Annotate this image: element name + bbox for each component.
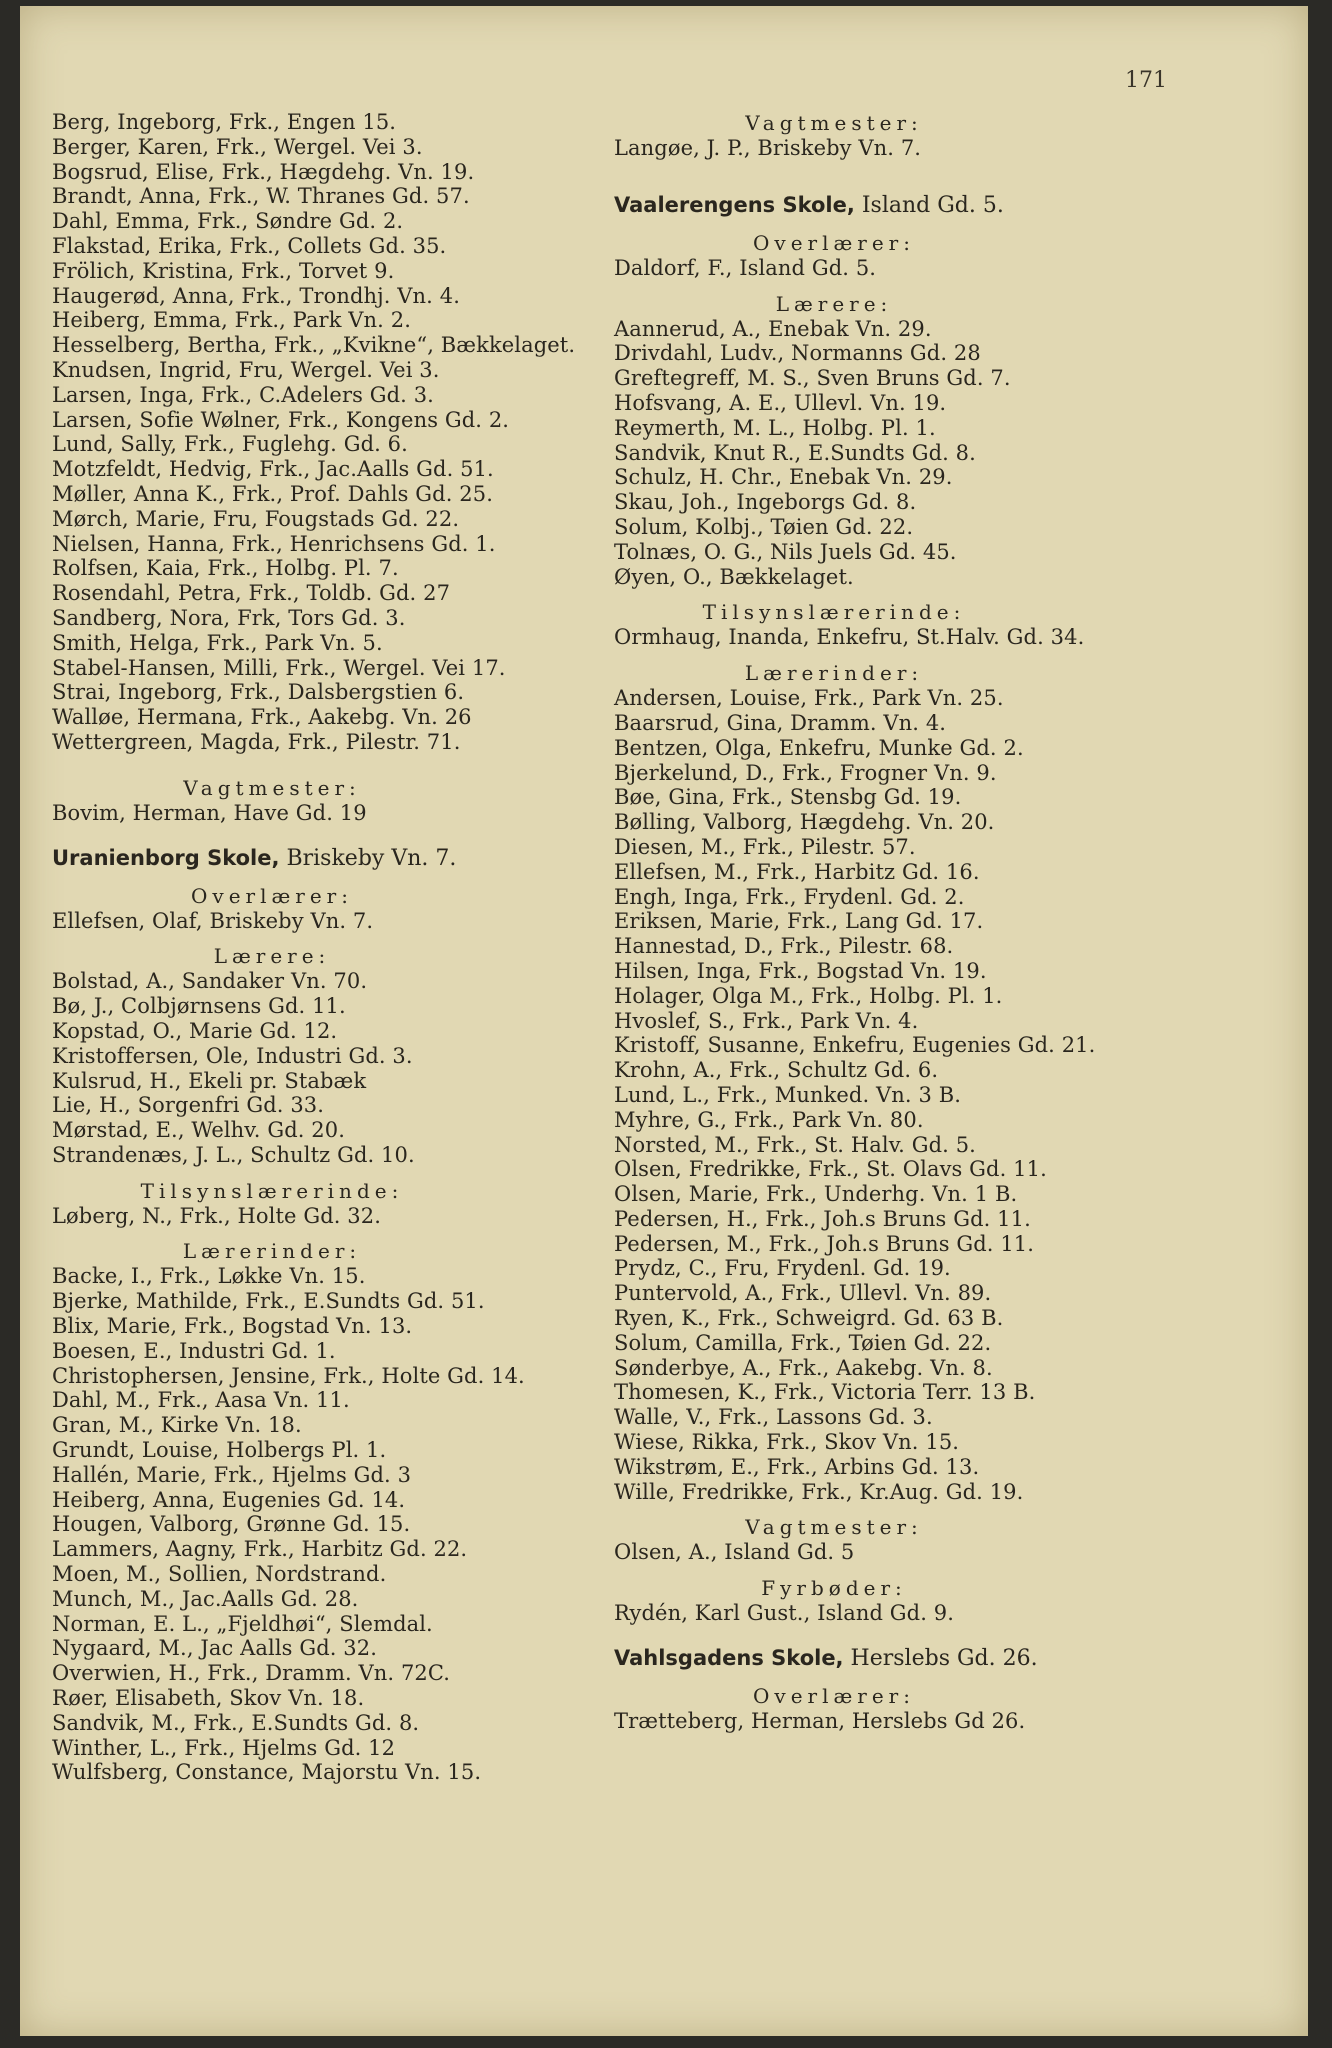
page: [20, 6, 1308, 2036]
page-number: 171: [1125, 68, 1167, 93]
directory-entry: Strai, Ingeborg, Frk., Dalsbergstien 6.: [52, 680, 465, 705]
tilsyn-heading: Tilsynslærerinde:: [702, 600, 966, 625]
directory-entry: Tolnæs, O. G., Nils Juels Gd. 45.: [614, 539, 957, 564]
directory-entry: Rolfsen, Kaia, Frk., Holbg. Pl. 7.: [52, 556, 399, 581]
tilsyn-entry: Løberg, N., Frk., Holte Gd. 32.: [52, 1203, 381, 1228]
school-name: Vahlsgadens Skole,: [614, 1646, 844, 1671]
directory-entry: Heiberg, Emma, Frk., Park Vn. 2.: [52, 308, 411, 333]
directory-entry: Lund, L., Frk., Munked. Vn. 3 B.: [614, 1082, 962, 1107]
directory-entry: Solum, Kolbj., Tøien Gd. 22.: [614, 514, 914, 539]
overlaerer-heading: Overlærer:: [753, 230, 915, 255]
directory-entry: Overwien, H., Frk., Dramm. Vn. 72C.: [52, 1661, 451, 1686]
directory-entry: Christophersen, Jensine, Frk., Holte Gd. 14.: [52, 1363, 525, 1388]
directory-entry: Hallén, Marie, Frk., Hjelms Gd. 3: [52, 1462, 412, 1487]
directory-entry: Engh, Inga, Frk., Frydenl. Gd. 2.: [614, 884, 965, 909]
directory-entry: Lund, Sally, Frk., Fuglehg. Gd. 6.: [52, 432, 408, 457]
directory-entry: Prydz, C., Fru, Frydenl. Gd. 19.: [614, 1256, 951, 1281]
overlaerer-entry: Ellefsen, Olaf, Briskeby Vn. 7.: [52, 908, 374, 933]
directory-entry: Knudsen, Ingrid, Fru, Wergel. Vei 3.: [52, 357, 440, 382]
directory-entry: Blix, Marie, Frk., Bogstad Vn. 13.: [52, 1314, 413, 1339]
directory-entry: Røer, Elisabeth, Skov Vn. 18.: [52, 1686, 365, 1711]
directory-entry: Bølling, Valborg, Hægdehg. Vn. 20.: [614, 810, 995, 835]
directory-entry: Aannerud, A., Enebak Vn. 29.: [614, 316, 932, 341]
directory-entry: Boesen, E., Industri Gd. 1.: [52, 1338, 336, 1363]
directory-entry: Hvoslef, S., Frk., Park Vn. 4.: [614, 1008, 919, 1033]
directory-entry: Larsen, Inga, Frk., C.Adelers Gd. 3.: [52, 382, 434, 407]
vagtmester-entry: Langøe, J. P., Briskeby Vn. 7.: [614, 136, 922, 160]
school-heading-vaalerengen: [614, 191, 1174, 220]
directory-entry: Bøe, Gina, Frk., Stensbg Gd. 19.: [614, 785, 962, 810]
vagtmester-heading: Vagtmester:: [745, 1515, 923, 1540]
school-address: Island Gd. 5.: [861, 192, 1004, 218]
directory-entry: Holager, Olga M., Frk., Holbg. Pl. 1.: [614, 983, 1003, 1008]
school-name: Vaalerengens Skole,: [614, 192, 855, 217]
overlaerer-entry: Daldorf, F., Island Gd. 5.: [614, 255, 877, 280]
directory-entry: Rosendahl, Petra, Frk., Toldb. Gd. 27: [52, 581, 451, 606]
directory-entry: Kristoffersen, Ole, Industri Gd. 3.: [52, 1043, 413, 1068]
overlaerer-heading: Overlærer:: [191, 883, 353, 908]
directory-entry: Dahl, Emma, Frk., Søndre Gd. 2.: [52, 209, 404, 234]
directory-entry: Nygaard, M., Jac Aalls Gd. 32.: [52, 1636, 377, 1661]
directory-entry: Hilsen, Inga, Frk., Bogstad Vn. 19.: [614, 958, 987, 983]
school-name: Uranienborg Skole,: [52, 845, 280, 870]
directory-entry: Bolstad, A., Sandaker Vn. 70.: [52, 969, 368, 994]
directory-entry: Wiese, Rikka, Frk., Skov Vn. 15.: [614, 1430, 960, 1455]
laerere-heading: Lærere:: [213, 944, 331, 969]
vagtmester-heading: Vagtmester:: [183, 775, 361, 800]
directory-entry: Wikstrøm, E., Frk., Arbins Gd. 13.: [614, 1454, 980, 1479]
directory-entry: Kulsrud, H., Ekeli pr. Stabæk: [52, 1068, 367, 1093]
directory-entry: Hofsvang, A. E., Ullevl. Vn. 19.: [614, 390, 947, 415]
directory-entry: Diesen, M., Frk., Pilestr. 57.: [614, 834, 916, 859]
directory-entry: Berg, Ingeborg, Frk., Engen 15.: [52, 110, 397, 134]
directory-entry: Munch, M., Jac.Aalls Gd. 28.: [52, 1586, 359, 1611]
directory-entry: Kopstad, O., Marie Gd. 12.: [52, 1018, 338, 1043]
directory-entry: Drivdahl, Ludv., Normanns Gd. 28: [614, 341, 981, 366]
directory-entry: Hougen, Valborg, Grønne Gd. 15.: [52, 1512, 411, 1537]
directory-entry: Eriksen, Marie, Frk., Lang Gd. 17.: [614, 909, 984, 934]
directory-entry: Wille, Fredrikke, Frk., Kr.Aug. Gd. 19.: [614, 1479, 1024, 1504]
directory-entry: Bø, J., Colbjørnsens Gd. 11.: [52, 994, 346, 1019]
directory-entry: Mørstad, E., Welhv. Gd. 20.: [52, 1118, 345, 1143]
directory-entry: Skau, Joh., Ingeborgs Gd. 8.: [614, 490, 917, 515]
directory-entry: Lammers, Aagny, Frk., Harbitz Gd. 22.: [52, 1537, 468, 1562]
directory-entry: Sandvik, M., Frk., E.Sundts Gd. 8.: [52, 1710, 420, 1735]
directory-entry: Winther, L., Frk., Hjelms Gd. 12: [52, 1735, 396, 1760]
directory-entry: Motzfeldt, Hedvig, Frk., Jac.Aalls Gd. 51.: [52, 457, 494, 482]
directory-entry: Bogsrud, Elise, Frk., Hægdehg. Vn. 19.: [52, 159, 475, 184]
laerere-list: [52, 969, 612, 1167]
laererinder-list: [614, 686, 1174, 1504]
directory-entry: Ryen, K., Frk., Schweigrd. Gd. 63 B.: [614, 1306, 1004, 1331]
directory-entry: Myhre, G., Frk., Park Vn. 80.: [614, 1107, 924, 1132]
directory-entry: Olsen, Marie, Frk., Underhg. Vn. 1 B.: [614, 1182, 1018, 1207]
directory-entry: Møller, Anna K., Frk., Prof. Dahls Gd. 25.: [52, 481, 493, 506]
directory-entry: Walle, V., Frk., Lassons Gd. 3.: [614, 1405, 933, 1430]
directory-entry: Mørch, Marie, Fru, Fougstads Gd. 22.: [52, 506, 460, 531]
directory-entry: Pedersen, M., Frk., Joh.s Bruns Gd. 11.: [614, 1231, 1035, 1256]
directory-entry: Puntervold, A., Frk., Ullevl. Vn. 89.: [614, 1281, 992, 1306]
laerere-heading: Lærere:: [775, 291, 893, 316]
tilsyn-heading: Tilsynslærerinde:: [140, 1178, 404, 1203]
directory-entry: Larsen, Sofie Wølner, Frk., Kongens Gd. 2.: [52, 407, 510, 432]
directory-entry: Wettergreen, Magda, Frk., Pilestr. 71.: [52, 729, 461, 754]
directory-entry: Flakstad, Erika, Frk., Collets Gd. 35.: [52, 233, 447, 258]
directory-entry: Pedersen, H., Frk., Joh.s Bruns Gd. 11.: [614, 1206, 1031, 1231]
directory-entry: Wulfsberg, Constance, Majorstu Vn. 15.: [52, 1760, 482, 1785]
school-address: Briskeby Vn. 7.: [286, 845, 457, 871]
overlaerer-heading: Overlærer:: [753, 1684, 915, 1709]
laererinder-heading: Lærerinder:: [744, 661, 924, 686]
right-column: [614, 110, 1174, 1734]
vagtmester-entry: Bovim, Herman, Have Gd. 19: [52, 800, 367, 825]
directory-entry: Andersen, Louise, Frk., Park Vn. 25.: [614, 686, 1004, 711]
directory-entry: Lie, H., Sorgenfri Gd. 33.: [52, 1093, 325, 1118]
overlaerer-entry: Trætteberg, Herman, Herslebs Gd 26.: [614, 1709, 1026, 1734]
directory-entry: Sandvik, Knut R., E.Sundts Gd. 8.: [614, 440, 976, 465]
teacher-list-continued: [52, 110, 612, 755]
school-heading-uranienborg: [52, 844, 612, 873]
directory-entry: Strandenæs, J. L., Schultz Gd. 10.: [52, 1142, 415, 1167]
vagtmester-heading: Vagtmester:: [745, 111, 923, 135]
directory-entry: Grundt, Louise, Holbergs Pl. 1.: [52, 1438, 387, 1463]
directory-entry: Heiberg, Anna, Eugenies Gd. 14.: [52, 1487, 406, 1512]
directory-entry: Sandberg, Nora, Frk, Tors Gd. 3.: [52, 605, 406, 630]
directory-entry: Greftegreff, M. S., Sven Bruns Gd. 7.: [614, 366, 1011, 391]
laererinder-list: [52, 1264, 612, 1785]
directory-entry: Solum, Camilla, Frk., Tøien Gd. 22.: [614, 1330, 992, 1355]
directory-entry: Baarsrud, Gina, Dramm. Vn. 4.: [614, 710, 947, 735]
directory-entry: Bjerkelund, D., Frk., Frogner Vn. 9.: [614, 760, 997, 785]
directory-entry: Haugerød, Anna, Frk., Trondhj. Vn. 4.: [52, 283, 460, 308]
directory-entry: Gran, M., Kirke Vn. 18.: [52, 1413, 302, 1438]
laererinder-heading: Lærerinder:: [182, 1239, 362, 1264]
vagtmester-entry: Olsen, A., Island Gd. 5: [614, 1540, 855, 1565]
laerere-list: [614, 317, 1174, 590]
directory-entry: Ellefsen, M., Frk., Harbitz Gd. 16.: [614, 859, 980, 884]
directory-entry: Øyen, O., Bækkelaget.: [614, 564, 854, 589]
directory-entry: Walløe, Hermana, Frk., Aakebg. Vn. 26: [52, 705, 472, 730]
tilsyn-entry: Ormhaug, Inanda, Enkefru, St.Halv. Gd. 34.: [614, 625, 1085, 650]
directory-entry: Schulz, H. Chr., Enebak Vn. 29.: [614, 465, 953, 490]
fyrboder-heading: Fyrbøder:: [761, 1576, 907, 1601]
directory-entry: Brandt, Anna, Frk., W. Thranes Gd. 57.: [52, 184, 470, 209]
directory-entry: Kristoff, Susanne, Enkefru, Eugenies Gd. 21.: [614, 1033, 1096, 1058]
directory-entry: Norman, E. L., „Fjeldhøi“, Slemdal.: [52, 1611, 433, 1636]
directory-entry: Backe, I., Frk., Løkke Vn. 15.: [52, 1264, 366, 1289]
directory-entry: Sønderbye, A., Frk., Aakebg. Vn. 8.: [614, 1355, 993, 1380]
left-column: [52, 110, 612, 1785]
directory-entry: Stabel-Hansen, Milli, Frk., Wergel. Vei 17.: [52, 655, 506, 680]
directory-entry: Hannestad, D., Frk., Pilestr. 68.: [614, 934, 954, 959]
directory-entry: Moen, M., Sollien, Nordstrand.: [52, 1562, 387, 1587]
directory-entry: Berger, Karen, Frk., Wergel. Vei 3.: [52, 134, 423, 159]
directory-entry: Krohn, A., Frk., Schultz Gd. 6.: [614, 1058, 939, 1083]
directory-entry: Thomesen, K., Frk., Victoria Terr. 13 B.: [614, 1380, 1036, 1405]
fyrboder-entry: Rydén, Karl Gust., Island Gd. 9.: [614, 1601, 954, 1626]
directory-entry: Bentzen, Olga, Enkefru, Munke Gd. 2.: [614, 735, 1024, 760]
directory-entry: Bjerke, Mathilde, Frk., E.Sundts Gd. 51.: [52, 1289, 485, 1314]
directory-entry: Olsen, Fredrikke, Frk., St. Olavs Gd. 11.: [614, 1157, 1047, 1182]
directory-entry: Dahl, M., Frk., Aasa Vn. 11.: [52, 1388, 350, 1413]
school-address: Herslebs Gd. 26.: [850, 1646, 1038, 1672]
directory-entry: Smith, Helga, Frk., Park Vn. 5.: [52, 630, 383, 655]
school-heading-vahlsgaden: [614, 1644, 1174, 1673]
directory-entry: Reymerth, M. L., Holbg. Pl. 1.: [614, 415, 936, 440]
directory-entry: Frölich, Kristina, Frk., Torvet 9.: [52, 258, 395, 283]
directory-entry: Norsted, M., Frk., St. Halv. Gd. 5.: [614, 1132, 976, 1157]
directory-entry: Hesselberg, Bertha, Frk., „Kvikne“, Bækkelaget.: [52, 333, 576, 358]
directory-entry: Nielsen, Hanna, Frk., Henrichsens Gd. 1.: [52, 531, 496, 556]
